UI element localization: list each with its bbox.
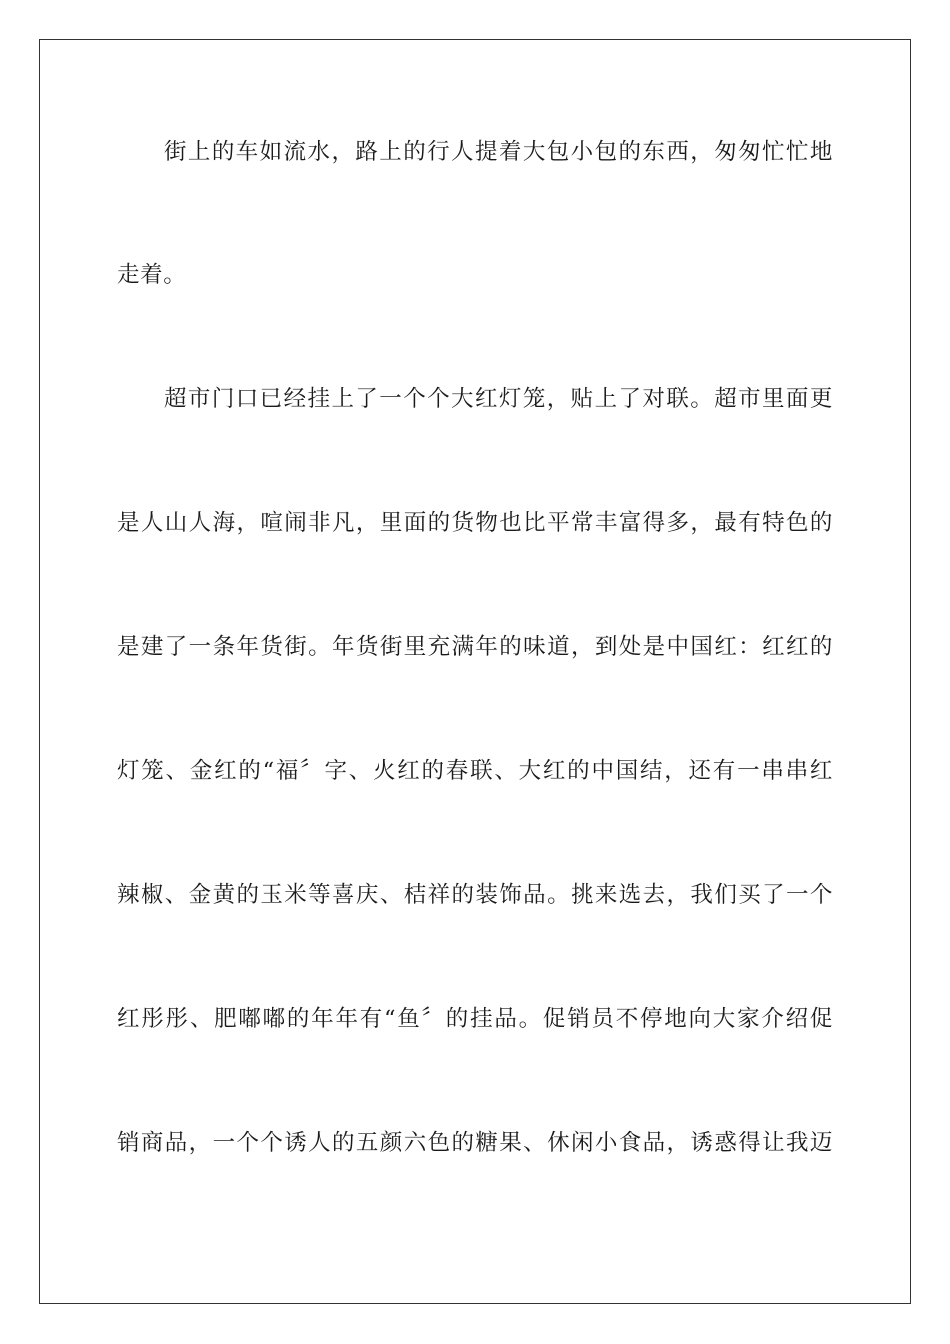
paragraph-1-line-1: 街上的车如流水，路上的行人提着大包小包的东西，匆匆忙忙地: [164, 139, 833, 165]
paragraph-2-line-6: 红彤彤、肥嘟嘟的年年有“鱼〞的挂品。促销员不停地向大家介绍促: [117, 1006, 833, 1032]
paragraph-2-line-1: 超市门口已经挂上了一个个大红灯笼，贴上了对联。超市里面更: [164, 386, 833, 412]
page-border: [39, 39, 911, 1304]
paragraph-2-line-7: 销商品，一个个诱人的五颜六色的糖果、休闲小食品，诱惑得让我迈: [117, 1130, 833, 1156]
paragraph-2-line-4: 灯笼、金红的“福〞字、火红的春联、大红的中国结，还有一串串红: [117, 758, 833, 784]
paragraph-2-line-5: 辣椒、金黄的玉米等喜庆、桔祥的装饰品。挑来选去，我们买了一个: [117, 882, 833, 908]
paragraph-2-line-2: 是人山人海，喧闹非凡，里面的货物也比平常丰富得多，最有特色的: [117, 510, 833, 536]
paragraph-2-line-3: 是建了一条年货街。年货街里充满年的味道，到处是中国红：红红的: [117, 634, 833, 660]
paragraph-1-line-2: 走着。: [117, 262, 187, 288]
